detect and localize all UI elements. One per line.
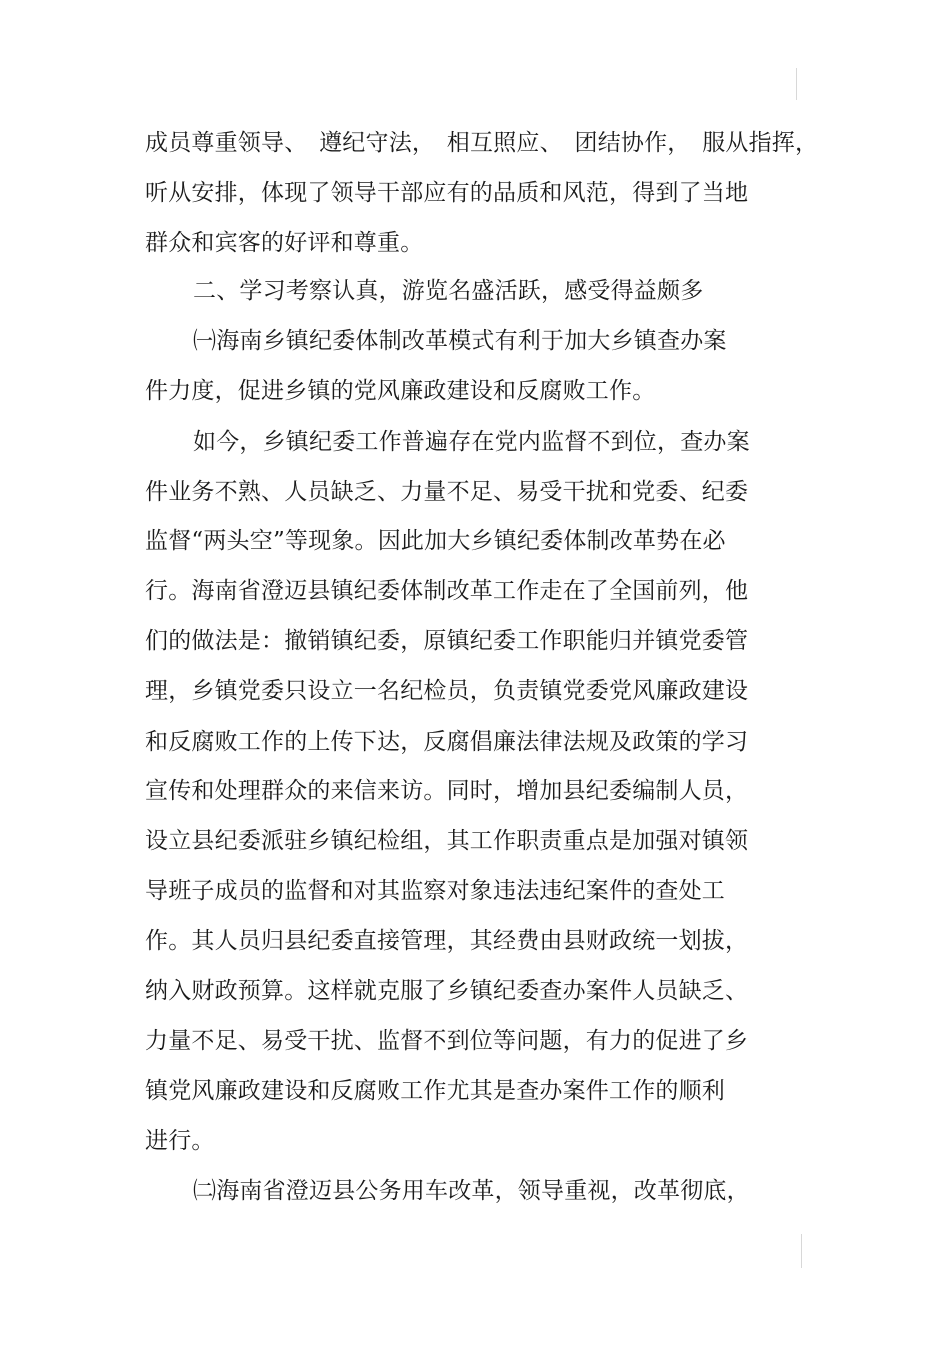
text-line: 和反腐败工作的上传下达，反腐倡廉法律法规及政策的学习 [145,729,749,755]
text-line: 设立县纪委派驻乡镇纪检组，其工作职责重点是加强对镇领 [145,828,749,854]
text-line: 监督“两头空”等现象。因此加大乡镇纪委体制改革势在必 [145,528,726,554]
text-line: 件业务不熟、人员缺乏、力量不足、易受干扰和党委、纪委 [145,479,749,505]
text-line: 成员尊重领导、 遵纪守法， 相互照应、 团结协作， 服从指挥， [145,130,819,156]
subsection-heading: ㈡海南省澄迈县公务用车改革，领导重视，改革彻底， [193,1178,750,1204]
subsection-heading: ㈠海南乡镇纪委体制改革模式有利于加大乡镇查办案 [193,328,727,354]
text-line: 力量不足、易受干扰、监督不到位等问题，有力的促进了乡 [145,1028,749,1054]
text-line: 群众和宾客的好评和尊重。 [145,230,424,256]
text-line: 听从安排，体现了领导干部应有的品质和风范，得到了当地 [145,180,749,206]
text-line: 件力度，促进乡镇的党风廉政建设和反腐败工作。 [145,378,656,404]
text-line: 导班子成员的监督和对其监察对象违法违纪案件的查处工 [145,878,725,904]
text-line: 理，乡镇党委只设立一名纪检员，负责镇党委党风廉政建设 [145,678,749,704]
text-line: 宣传和处理群众的来信来访。同时，增加县纪委编制人员， [145,778,749,804]
text-line: 镇党风廉政建设和反腐败工作尤其是查办案件工作的顺利 [145,1078,725,1104]
text-line: 行。海南省澄迈县镇纪委体制改革工作走在了全国前列，他 [145,578,749,604]
text-line: 纳入财政预算。这样就克服了乡镇纪委查办案件人员缺乏、 [145,978,749,1004]
page-edge-mark-bottom [801,1234,802,1268]
text-line: 作。其人员归县纪委直接管理，其经费由县财政统一划拔， [145,928,749,954]
text-line: 们的做法是：撤销镇纪委，原镇纪委工作职能归并镇党委管 [145,628,749,654]
section-heading: 二、学习考察认真，游览名盛活跃，感受得益颇多 [193,278,704,304]
paragraph-start: 如今，乡镇纪委工作普遍存在党内监督不到位，查办案 [193,429,750,455]
text-line: 进行。 [145,1128,215,1154]
page-edge-mark-top [796,68,797,100]
